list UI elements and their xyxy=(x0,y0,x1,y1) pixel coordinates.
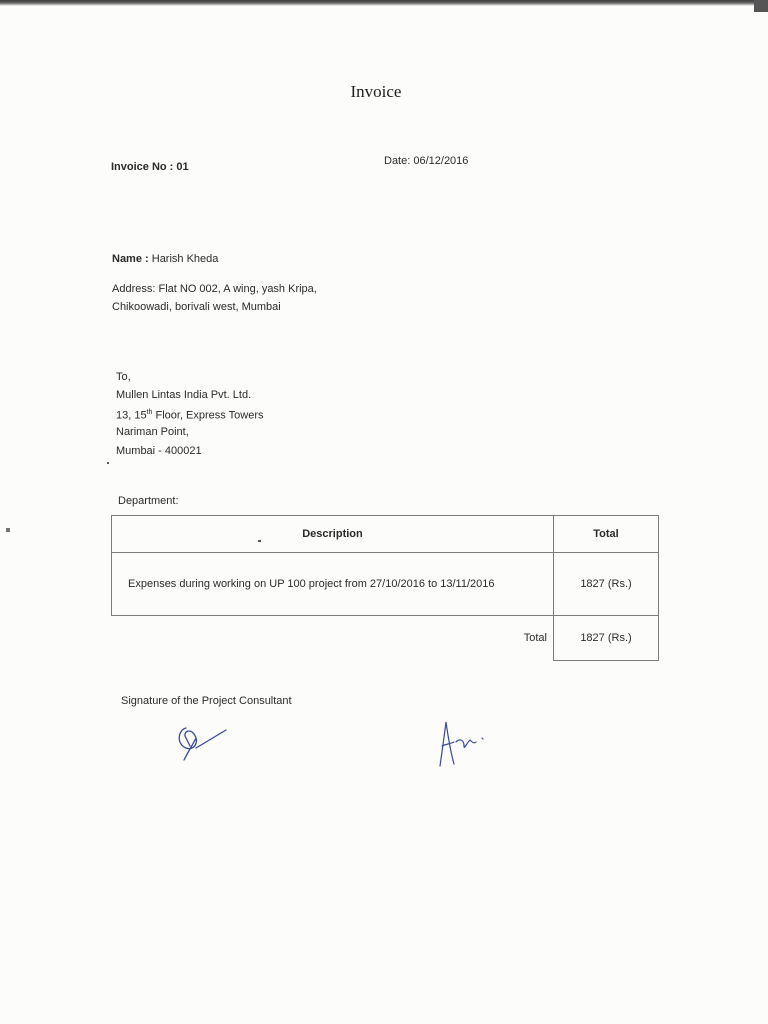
scan-corner-mark xyxy=(754,0,768,12)
row-description: Expenses during working on UP 100 project from 27/10/2016 to 13/11/2016 xyxy=(112,553,554,616)
scan-speck xyxy=(6,528,10,532)
total-label: Total xyxy=(112,616,554,661)
customer-address-value: Flat NO 002, A wing, yash Kripa, xyxy=(158,283,317,295)
table-total-row xyxy=(112,616,659,661)
signature-label: Signature of the Project Consultant xyxy=(121,695,292,707)
customer-address-line2: Chikoowadi, borivali west, Mumbai xyxy=(112,301,281,313)
customer-name xyxy=(112,250,218,268)
recipient-company: Mullen Lintas India Pvt. Ltd. xyxy=(116,389,252,401)
recipient-area: Nariman Point, xyxy=(116,426,189,438)
invoice-number-label: Invoice No : xyxy=(111,161,174,173)
invoice-date-label: Date: xyxy=(384,155,411,167)
row-amount: 1827 (Rs.) xyxy=(554,553,659,616)
scan-speck xyxy=(107,462,109,464)
consultant-signature xyxy=(172,716,232,768)
total-amount: 1827 (Rs.) xyxy=(554,616,659,661)
invoice-title: Invoice xyxy=(350,82,402,101)
description-header: Description xyxy=(112,516,554,553)
table-row xyxy=(112,553,659,616)
invoice-number-value: 01 xyxy=(176,161,189,173)
department-label: Department: xyxy=(118,495,179,507)
client-signature xyxy=(432,712,492,770)
customer-address-line1 xyxy=(112,280,317,298)
recipient-city: Mumbai - 400021 xyxy=(116,445,202,457)
customer-address-label: Address: xyxy=(112,283,156,295)
recipient-street-sup: th xyxy=(146,409,153,416)
customer-name-label: Name : xyxy=(112,253,149,265)
recipient-street xyxy=(116,404,264,425)
table-header-row xyxy=(112,516,659,553)
recipient-street-name: Floor, Express Towers xyxy=(152,409,264,422)
invoice-items-table xyxy=(111,515,659,661)
total-header: Total xyxy=(554,516,659,553)
invoice-date-value: 06/12/2016 xyxy=(413,155,469,167)
customer-name-value: Harish Kheda xyxy=(151,253,219,265)
invoice-number xyxy=(111,158,189,176)
scan-speck xyxy=(258,540,261,542)
recipient-street-number: 13, 15 xyxy=(116,409,147,422)
scan-top-edge xyxy=(0,0,768,6)
invoice-date xyxy=(384,152,468,170)
recipient-to: To, xyxy=(116,371,131,383)
